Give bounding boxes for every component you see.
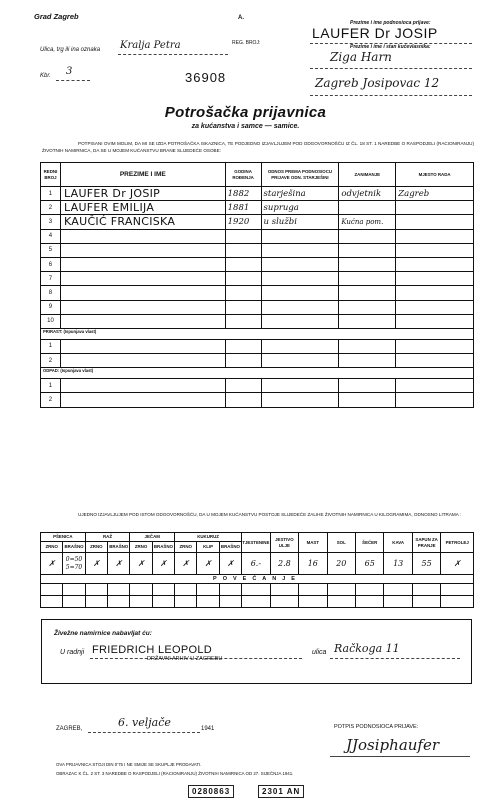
- person-relation: supruga: [261, 201, 339, 215]
- person-name: KAUČIĆ FRANCISKA: [60, 215, 225, 229]
- food-col-tjestenine: TJESTENINE: [242, 533, 271, 553]
- col-header-workplace: MJESTO RADA: [396, 163, 474, 187]
- landlord-label: Prezime i ime i stan kućevlasnika:: [350, 44, 431, 50]
- persons-table: [40, 162, 474, 408]
- table-row: 2 LAUFER EMILIJA 1881 supruga: [41, 201, 474, 215]
- person-year: 1881: [225, 201, 261, 215]
- supplier-shop-value: FRIEDRICH LEOPOLD: [92, 644, 213, 656]
- street-value: Kralja Petra: [120, 40, 181, 51]
- place-label: ZAGREB,: [56, 726, 83, 732]
- street-label: Ulica, trg ili ina oznaka: [40, 47, 101, 53]
- person-workplace: [396, 201, 474, 215]
- table-row: 2: [41, 354, 474, 368]
- person-workplace: [396, 215, 474, 229]
- person-workplace: Zagreb: [396, 187, 474, 201]
- food-col-mast: MAST: [299, 533, 327, 553]
- person-occupation: Kućna pom.: [339, 215, 396, 229]
- food-col-petrolej: PETROLEJ: [441, 533, 474, 553]
- person-name: LAUFER Dr JOSIP: [60, 187, 225, 201]
- food-col-secer: ŠEĆER: [356, 533, 384, 553]
- form-intro: POTPISANI OVIM MOLIM, DA MI SE IZDA POTROŠAČKA ISKAZNICA, TE PODJEDNO IZJAVLJUJEM POD ODGOVORNOŠĆU IZ ČL. 18 ST. 1 NAREDBE O RASPODJELI (RACIONIRANJU) ŽIVOTNIH NAMIRNICA, DA SE U MOJEM KUĆANSTVU BRANE SLIJEDEĆE OSOBE:: [42, 141, 474, 154]
- bottom-stamp-right: 2301 AN: [258, 785, 304, 798]
- food-col-ulje: JESTIVO ULJE: [270, 533, 298, 553]
- table-row: 9: [41, 300, 474, 314]
- person-relation: starješina: [261, 187, 339, 201]
- signature-label: POTPIS PODNOSIOCA PRIJAVE:: [334, 724, 419, 730]
- person-year: 1882: [225, 187, 261, 201]
- food-col-sapun: SAPUN ZA PRANJE: [412, 533, 440, 553]
- odpad-label: ODPAD: (Ispunjava vlast): [41, 368, 474, 379]
- landlord-value: Ziga Harn: [330, 50, 392, 64]
- reg-number-label: REG. BROJ:: [232, 40, 261, 46]
- person-name: LAUFER EMILIJA: [60, 201, 225, 215]
- city-label: Grad Zagreb: [34, 12, 79, 21]
- col-header-no: REDNI BROJ: [41, 163, 61, 187]
- serial-number: 36908: [185, 70, 227, 85]
- food-values-row: ✗ 0=50 5=70 ✗ ✗ ✗ ✗ ✗ ✗ ✗ 6.- 2.8 16 20 65 13 55 ✗: [41, 553, 474, 575]
- food-col-kava: KAVA: [384, 533, 412, 553]
- supplier-street-value: Račkoga 11: [334, 642, 400, 655]
- supplier-street-label: ulica: [312, 649, 327, 656]
- food-group-kukuruz: KUKURUZ: [175, 533, 242, 542]
- col-header-name: PREZIME I IME: [60, 163, 225, 187]
- person-occupation: odvjetnik: [339, 187, 396, 201]
- year-label: 1941: [201, 726, 215, 732]
- landlord-address: Zagreb Josipovac 12: [315, 76, 440, 90]
- price-note: OVA PRIJAVNICA STOJI DIN 0'75 I NE SMIJE SE SKUPLJE PRODAVATI.: [56, 762, 202, 767]
- person-year: 1920: [225, 215, 261, 229]
- bottom-stamp-left: 0280863: [188, 785, 234, 798]
- table-row: 6: [41, 257, 474, 271]
- col-header-relation: ODNOS PREMA PODNOSIOCU PRIJAVE ODN. STARJEŠINI: [261, 163, 339, 187]
- archive-stamp: DRŽAVNI ARHIV U ZAGREBU: [147, 656, 223, 662]
- form-subtitle: za kućanstva i samce — samice.: [191, 123, 300, 130]
- table-row: 1: [41, 339, 474, 353]
- food-intro: UJEDNO IZJAVLJUJEM POD ISTOM ODGOVORNOŠĆU, DA U MOJEM KUĆANSTVU POSTOJE SLIJEDEĆE ZALIHE ŽIVOTNIH NAMIRNICA U KILOGRAMIMA, ODNOSNO LITRAMA :: [78, 512, 462, 517]
- table-row: 3 KAUČIĆ FRANCISKA 1920 u službi Kućna pom.: [41, 215, 474, 229]
- table-row: 4: [41, 229, 474, 243]
- table-row: 5: [41, 243, 474, 257]
- table-row: 1 LAUFER Dr JOSIP 1882 starješina odvjetnik Zagreb: [41, 187, 474, 201]
- food-supply-table: PŠENICA RAŽ JEČAM KUKURUZ TJESTENINE JESTIVO ULJE MAST SOL ŠEĆER KAVA SAPUN ZA PRANJE PETROLEJ ZRNO BRAŠNO ZRNO BRAŠNO ZRNO BRAŠNO ZRNO KLIP BRAŠNO ✗ 0=50 5=70 ✗ ✗ ✗ ✗ ✗ ✗ ✗ 6.- 2.8 16 20 65 13 55 ✗ POVEĆANJE: [40, 532, 474, 608]
- owner-label: Prezime i ime podnosioca prijave:: [350, 20, 431, 26]
- food-group-raz: RAŽ: [85, 533, 130, 542]
- table-row: 1: [41, 379, 474, 393]
- food-group-psenica: PŠENICA: [41, 533, 86, 542]
- table-row: 2: [41, 393, 474, 407]
- col-header-occupation: ZANIMANJE: [339, 163, 396, 187]
- decree-note: OBRAZAC K ČL. 2 ST. 3 NAREDBE O RASPODJELI (RACIONIRANJU) ŽIVOTNIH NAMIRNICA OD 27. SIJEČNJA 1941.: [56, 771, 294, 776]
- table-row: 7: [41, 272, 474, 286]
- person-relation: u službi: [261, 215, 339, 229]
- supplier-box: [41, 619, 472, 684]
- signature: JJosiphaufer: [346, 736, 440, 754]
- supplier-shop-label: U radnji: [60, 649, 85, 656]
- food-group-jecam: JEČAM: [130, 533, 175, 542]
- date-value: 6. veljače: [118, 716, 171, 729]
- supplier-title: Živežne namirnice nabavljat ću:: [54, 630, 152, 637]
- form-title: Potrošačka prijavnica: [164, 104, 327, 121]
- food-col-sol: SOL: [327, 533, 355, 553]
- col-header-year: GODINA ROĐENJA: [225, 163, 261, 187]
- table-row: 8: [41, 286, 474, 300]
- house-number-value: 3: [66, 66, 73, 77]
- house-number-label: Kbr.: [40, 73, 51, 79]
- person-occupation: [339, 201, 396, 215]
- prirast-label: PRIRAST: (Ispunjava vlast): [41, 328, 474, 339]
- table-row: 10: [41, 314, 474, 328]
- owner-value: LAUFER Dr JOSIP: [312, 25, 438, 41]
- povecanje-label: POVEĆANJE: [41, 575, 474, 584]
- form-letter: A.: [238, 15, 244, 21]
